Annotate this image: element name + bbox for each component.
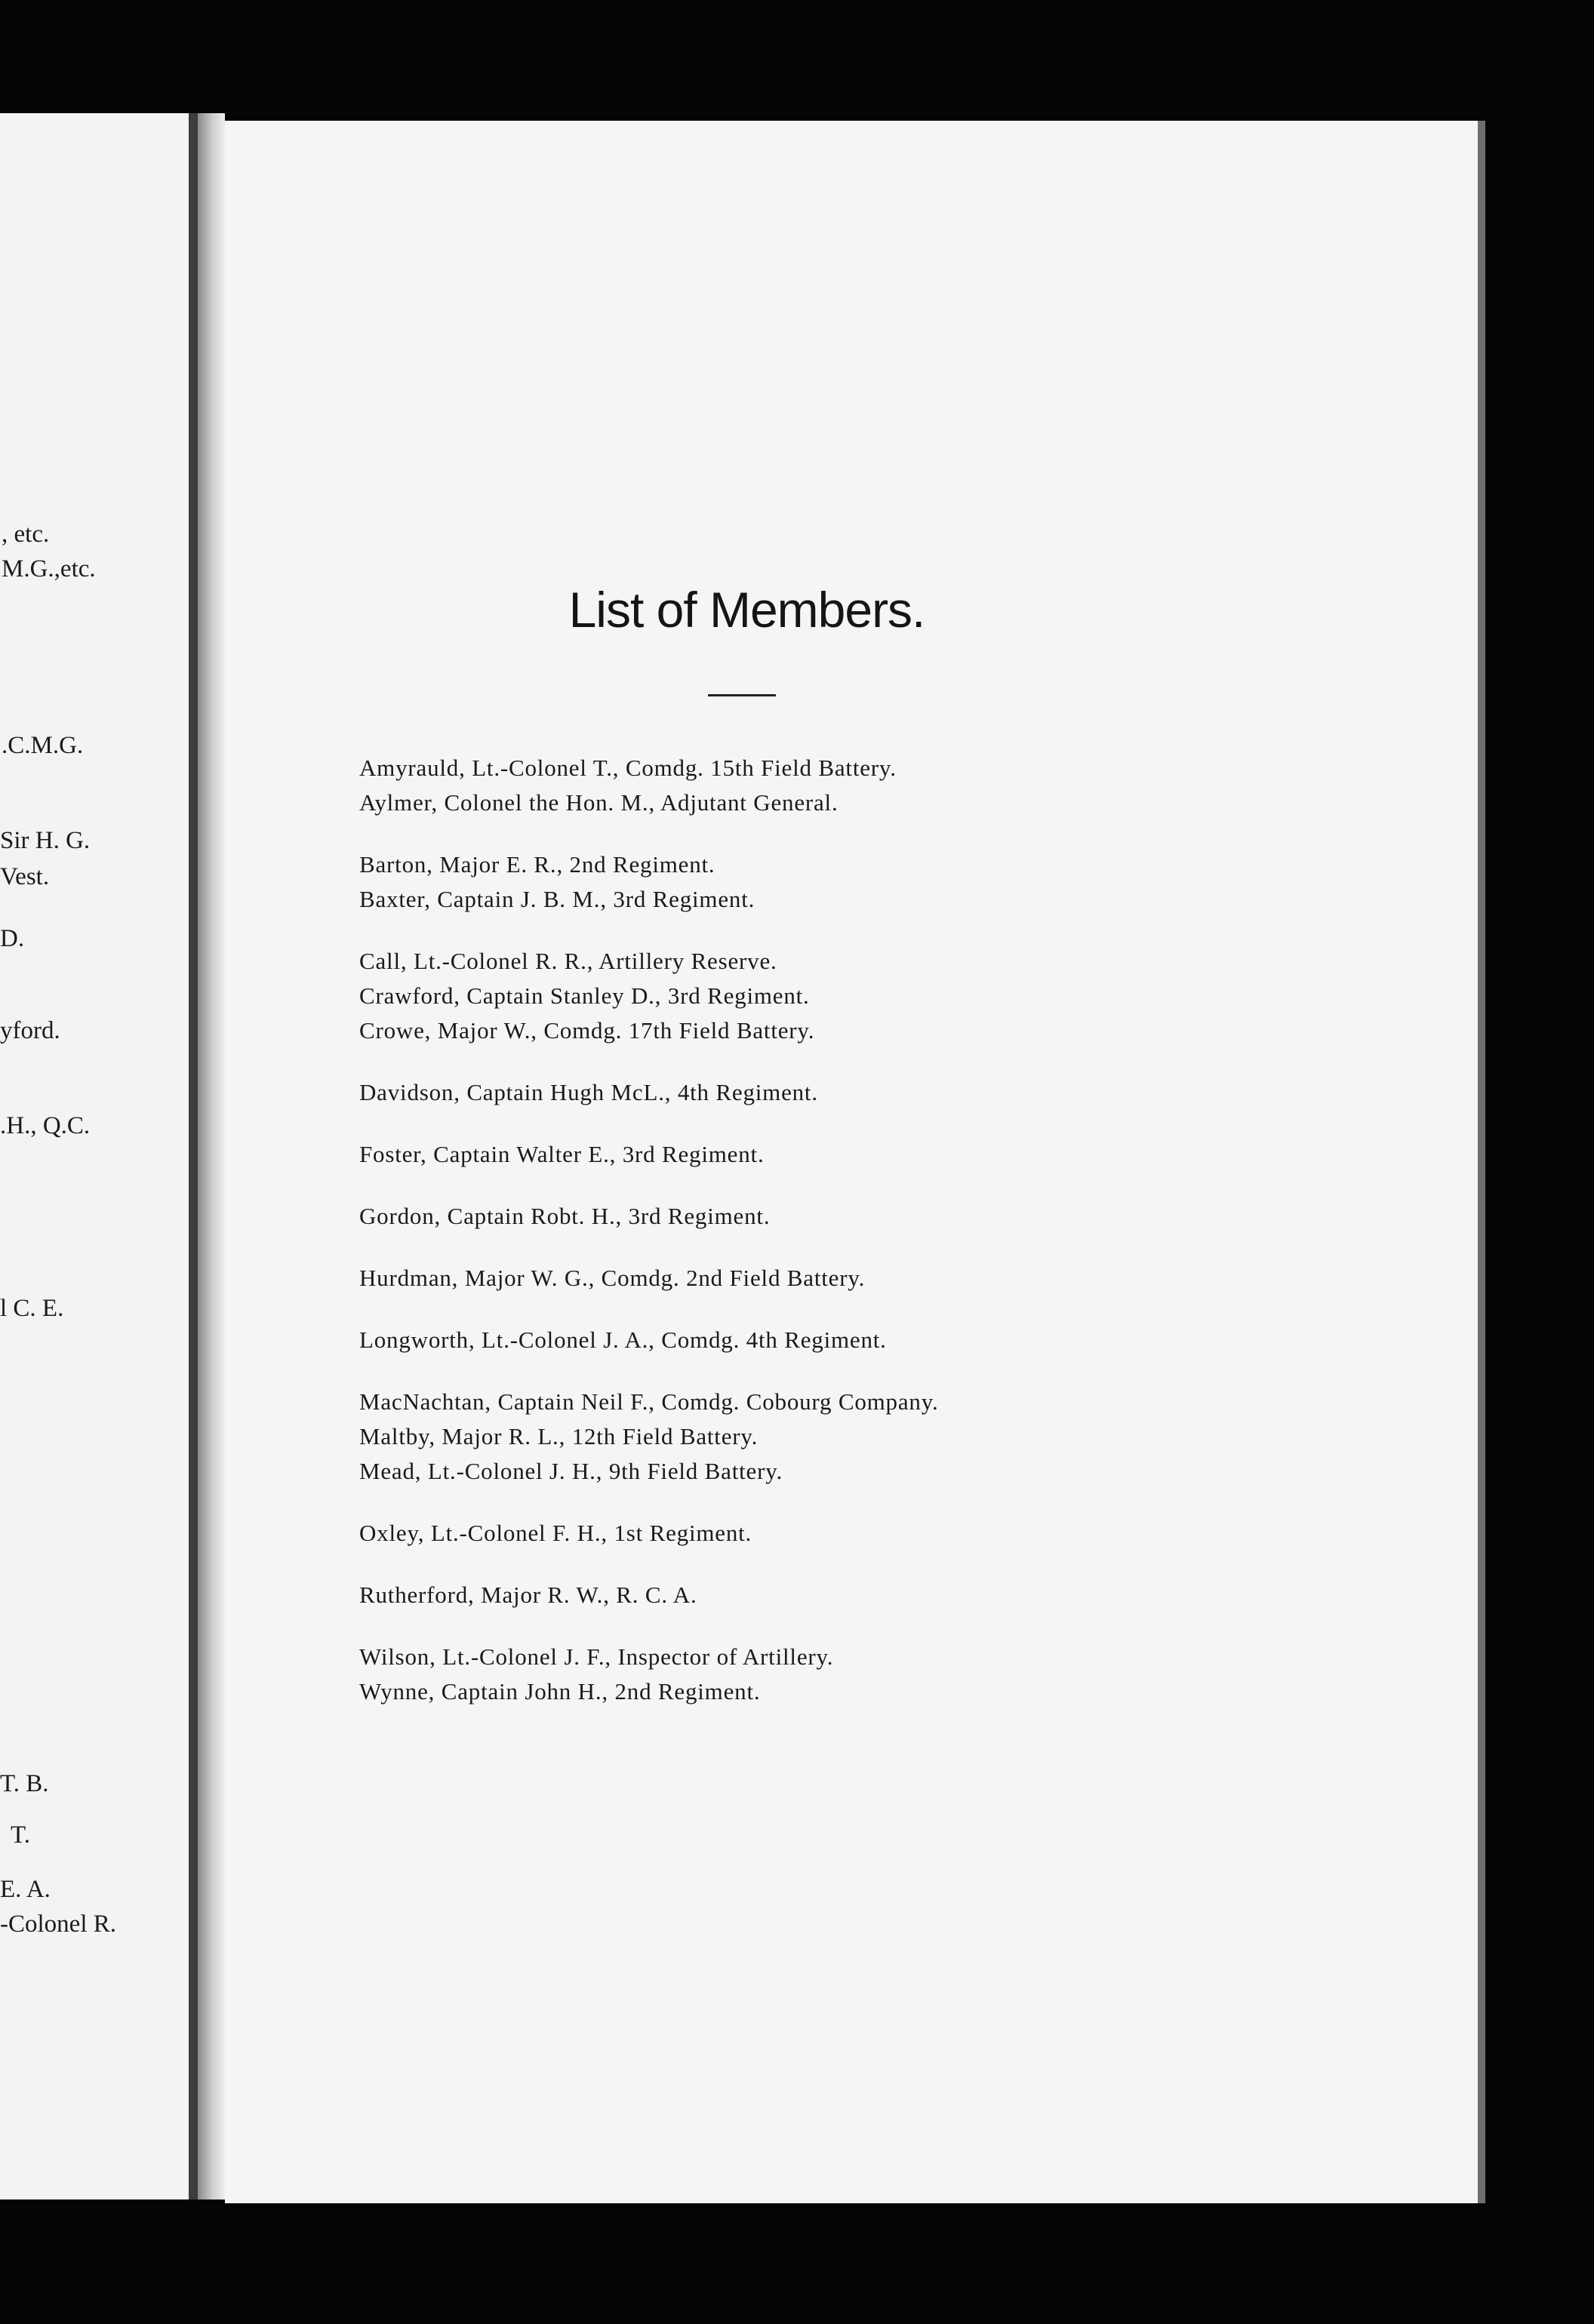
member-entry: Mead, Lt.-Colonel J. H., 9th Field Battery. bbox=[359, 1458, 783, 1484]
member-entry: Wilson, Lt.-Colonel J. F., Inspector of Artillery. bbox=[359, 1643, 834, 1670]
member-group-b bbox=[359, 847, 1340, 917]
page-edge bbox=[1478, 121, 1485, 2203]
member-group-d bbox=[359, 1075, 1340, 1110]
member-group-w bbox=[359, 1640, 1340, 1709]
member-entry: Gordon, Captain Robt. H., 3rd Regiment. bbox=[359, 1203, 771, 1229]
member-entry: Call, Lt.-Colonel R. R., Artillery Reserve. bbox=[359, 948, 777, 974]
member-entry: Amyrauld, Lt.-Colonel T., Comdg. 15th Field Battery. bbox=[359, 755, 897, 781]
left-fragment: yford. bbox=[0, 1017, 60, 1044]
left-fragment: .H., Q.C. bbox=[0, 1112, 91, 1139]
left-fragment: T. B. bbox=[0, 1770, 49, 1797]
member-entry: Baxter, Captain J. B. M., 3rd Regiment. bbox=[359, 886, 755, 912]
left-fragment: Sir H. G. bbox=[0, 827, 91, 854]
member-entry: Aylmer, Colonel the Hon. M., Adjutant General. bbox=[359, 789, 839, 816]
member-entry: Crawford, Captain Stanley D., 3rd Regiment. bbox=[359, 982, 810, 1009]
left-fragment: Vest. bbox=[0, 863, 50, 890]
page-title: List of Members. bbox=[568, 582, 925, 638]
left-fragment: E. A. bbox=[0, 1876, 51, 1903]
left-fragment: M.G.,etc. bbox=[2, 555, 96, 583]
member-entry: Maltby, Major R. L., 12th Field Battery. bbox=[359, 1423, 759, 1449]
left-facing-page bbox=[0, 113, 189, 2200]
member-group-l bbox=[359, 1323, 1340, 1357]
member-entry: MacNachtan, Captain Neil F., Comdg. Cobourg Company. bbox=[359, 1388, 939, 1415]
title-rule bbox=[708, 694, 776, 696]
member-entry: Oxley, Lt.-Colonel F. H., 1st Regiment. bbox=[359, 1520, 752, 1546]
member-group-m bbox=[359, 1385, 1340, 1489]
member-group-f bbox=[359, 1137, 1340, 1172]
member-entry: Wynne, Captain John H., 2nd Regiment. bbox=[359, 1678, 761, 1705]
member-group-c bbox=[359, 944, 1340, 1048]
member-entry: Hurdman, Major W. G., Comdg. 2nd Field Battery. bbox=[359, 1265, 866, 1291]
book-gutter bbox=[189, 113, 198, 2200]
left-fragment: D. bbox=[0, 925, 25, 952]
left-fragment: T. bbox=[11, 1821, 30, 1849]
left-fragment: .C.M.G. bbox=[2, 732, 84, 759]
member-entry: Foster, Captain Walter E., 3rd Regiment. bbox=[359, 1141, 765, 1167]
member-group-h bbox=[359, 1261, 1340, 1296]
left-fragment: , etc. bbox=[2, 521, 50, 548]
member-list bbox=[359, 751, 1340, 1736]
left-fragment: l C. E. bbox=[0, 1295, 64, 1322]
member-entry: Crowe, Major W., Comdg. 17th Field Battery. bbox=[359, 1017, 815, 1044]
gutter-shadow bbox=[198, 113, 225, 2200]
member-group-o bbox=[359, 1516, 1340, 1551]
member-entry: Barton, Major E. R., 2nd Regiment. bbox=[359, 851, 715, 878]
members-page bbox=[225, 121, 1478, 2203]
member-group-r bbox=[359, 1578, 1340, 1612]
member-group-g bbox=[359, 1199, 1340, 1234]
member-entry: Longworth, Lt.-Colonel J. A., Comdg. 4th Regiment. bbox=[359, 1326, 887, 1353]
member-group-a bbox=[359, 751, 1340, 820]
left-fragment: -Colonel R. bbox=[0, 1911, 116, 1938]
member-entry: Davidson, Captain Hugh McL., 4th Regiment. bbox=[359, 1079, 818, 1105]
member-entry: Rutherford, Major R. W., R. C. A. bbox=[359, 1582, 697, 1608]
